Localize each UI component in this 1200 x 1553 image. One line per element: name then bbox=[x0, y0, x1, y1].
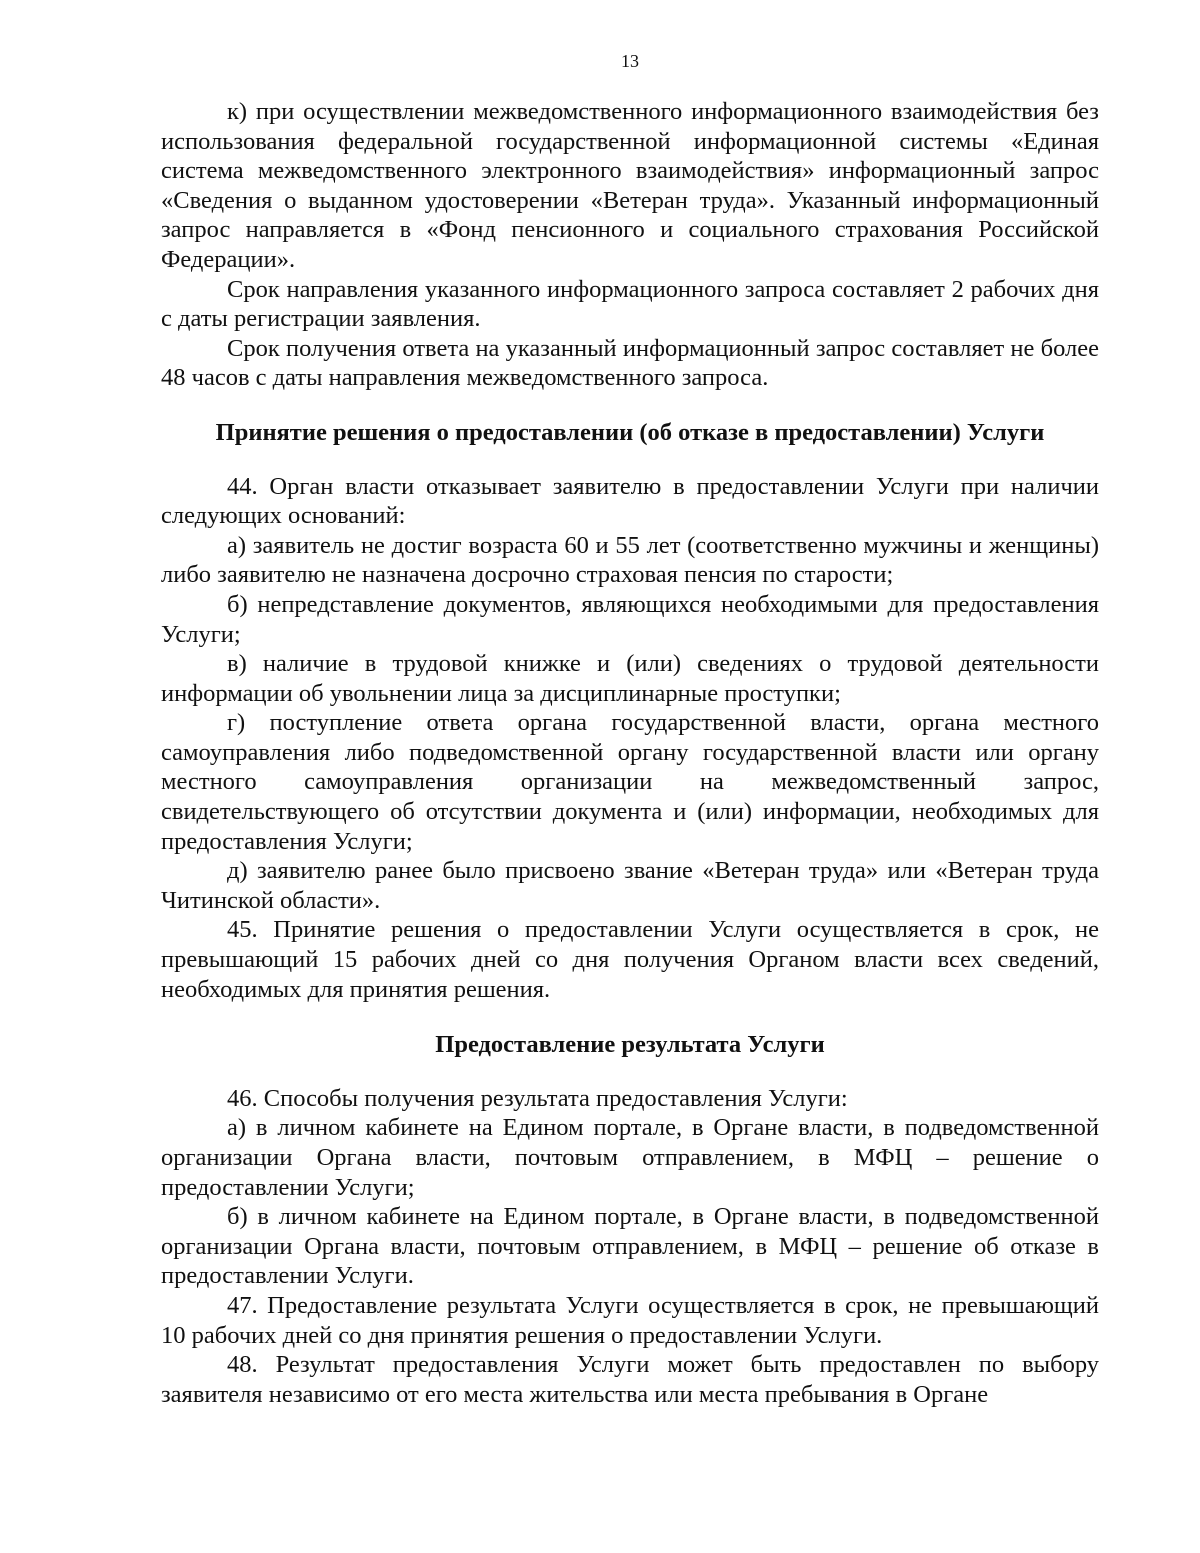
paragraph-47: 47. Предоставление результата Услуги осуществляется в срок, не превышающий 10 рабочих дней со дня принятия решения о предоставлении Услуги. bbox=[161, 1291, 1099, 1349]
section-heading-result: Предоставление результата Услуги bbox=[435, 1031, 825, 1059]
paragraph-48: 48. Результат предоставления Услуги может быть предоставлен по выбору заявителя независимо от его места жительства или места пребывания в Органе bbox=[161, 1351, 1099, 1408]
paragraph-44-v: в) наличие в трудовой книжке и (или) сведениях о трудовой деятельности информации об увольнении лица за дисциплинарные проступки; bbox=[161, 650, 1099, 707]
page-number: 13 bbox=[621, 51, 639, 71]
paragraph-44-b: б) непредставление документов, являющихся необходимыми для предоставления Услуги; bbox=[161, 590, 1099, 648]
paragraph-44-a: а) заявитель не достиг возраста 60 и 55 лет (соответственно мужчины и женщины) либо заявителю не назначена досрочно страховая пенсия по старости; bbox=[161, 531, 1099, 589]
paragraph-46-a: а) в личном кабинете на Едином портале, в Органе власти, в подведомственной организации Органа власти, почтовым отправлением, в МФЦ – решение о предоставлении Услуги; bbox=[161, 1114, 1099, 1201]
paragraph-44: 44. Орган власти отказывает заявителю в предоставлении Услуги при наличии следующих оснований: bbox=[161, 472, 1099, 530]
paragraph-45: 45. Принятие решения о предоставлении Услуги осуществляется в срок, не превышающий 15 рабочих дней со дня получения Органом власти всех сведений, необходимых для принятия решения. bbox=[161, 916, 1099, 1003]
paragraph-response-deadline: Срок получения ответа на указанный информационный запрос составляет не более 48 часов с даты направления межведомственного запроса. bbox=[161, 334, 1099, 392]
paragraph-k: к) при осуществлении межведомственного информационного взаимодействия без использования федеральной государственной информационной системы «Единая система межведомственного электронного взаимодействия» информационный запрос «Сведения о выданном удостоверении «Ветеран труда». Указанный информационный запрос направляется в «Фонд пенсионного и социального страхования Российской Федерации». bbox=[161, 98, 1099, 273]
paragraph-46: 46. Способы получения результата предоставления Услуги: bbox=[227, 1084, 848, 1112]
paragraph-46-b: б) в личном кабинете на Едином портале, в Органе власти, в подведомственной организации Органа власти, почтовым отправлением, в МФЦ – решение об отказе в предоставлении Услуги. bbox=[161, 1203, 1099, 1290]
paragraph-44-d: д) заявителю ранее было присвоено звание «Ветеран труда» или «Ветеран труда Читинской области». bbox=[161, 857, 1099, 914]
section-heading-decision: Принятие решения о предоставлении (об отказе в предоставлении) Услуги bbox=[215, 418, 1045, 446]
paragraph-44-g: г) поступление ответа органа государственной власти, органа местного самоуправления либо подведомственной органу государственной власти или органу местного самоуправления организации на межведомственный запрос, свидетельствующего об отсутствии документа и (или) информации, необходимых для предоставления Услуги; bbox=[161, 709, 1099, 855]
document-body bbox=[161, 97, 1099, 1409]
paragraph-request-deadline: Срок направления указанного информационного запроса составляет 2 рабочих дня с даты регистрации заявления. bbox=[161, 275, 1099, 333]
